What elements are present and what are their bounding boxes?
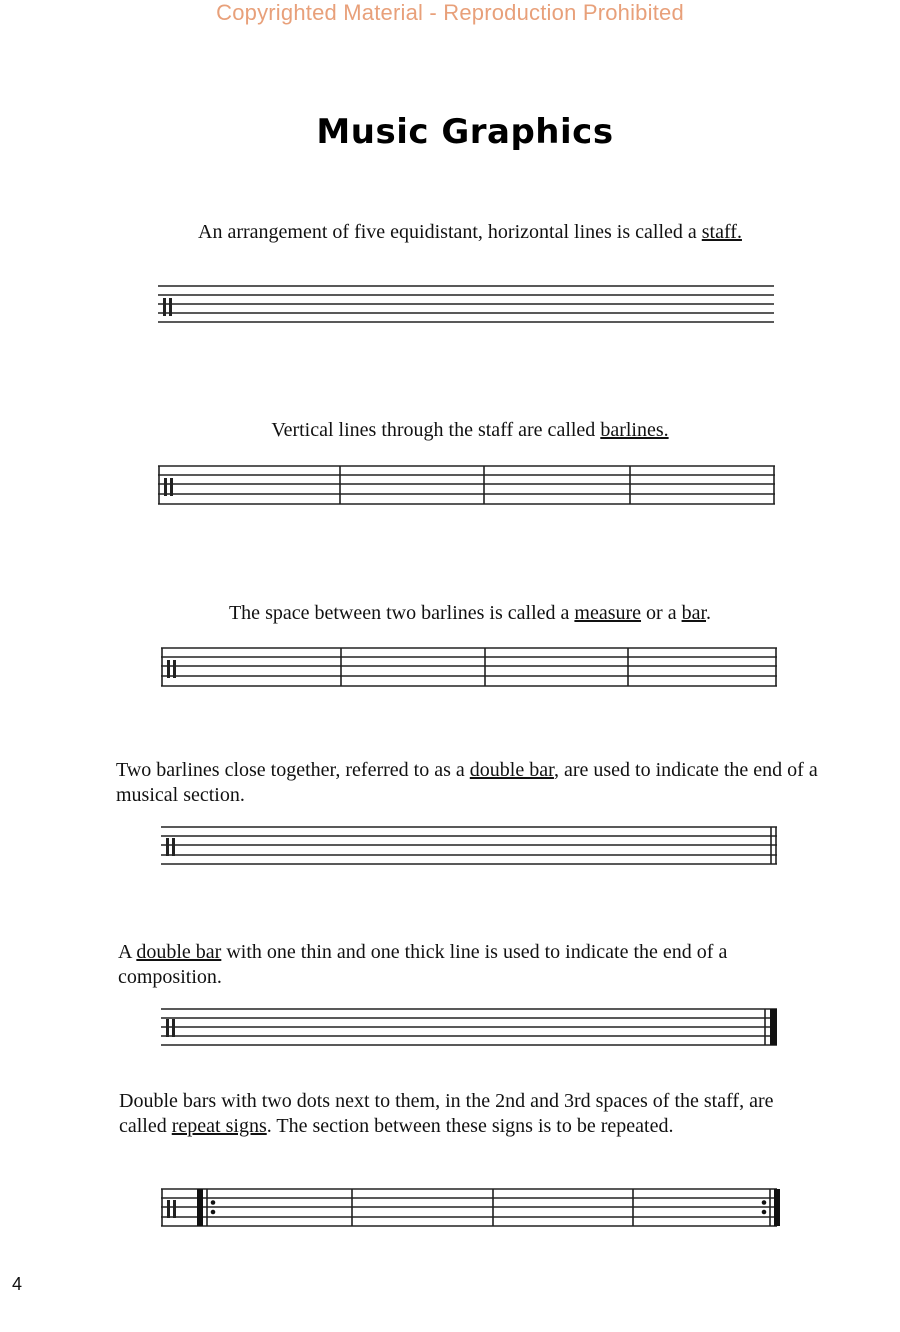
double-bar-definition: Two barlines close together, referred to as a double bar, are used to indicate the end of a musical section.	[116, 759, 818, 806]
term-measure: measure	[574, 602, 642, 624]
double-bar-staff-example	[161, 824, 781, 868]
measure-staff-example	[161, 646, 781, 690]
final-bar-definition: A double bar with one thin and one thick line is used to indicate the end of a composition.	[118, 941, 728, 988]
term-double-bar-final: double bar	[136, 941, 222, 963]
clef-mark	[166, 838, 175, 856]
page-number: 4	[12, 1274, 23, 1294]
copyright-watermark: Copyrighted Material - Reproduction Prohibited	[216, 0, 684, 25]
barline-staff-example	[158, 464, 778, 508]
repeat-signs-definition: Double bars with two dots next to them, in the 2nd and 3rd spaces of the staff, are called repeat signs. The section between these signs is to be repeated.	[119, 1090, 774, 1137]
staff-example	[158, 282, 776, 326]
barline-definition: Vertical lines through the staff are called barlines.	[271, 419, 669, 441]
term-bar: bar	[681, 602, 707, 624]
measure-definition: The space between two barlines is called a measure or a bar.	[228, 602, 712, 624]
page-title: Music Graphics	[316, 112, 614, 152]
clef-mark	[167, 1200, 176, 1218]
term-repeat-signs: repeat signs	[171, 1115, 267, 1137]
clef-mark	[166, 1019, 175, 1037]
repeat-signs-staff-example	[161, 1186, 783, 1230]
term-barlines: barlines.	[600, 419, 669, 441]
term-double-bar: double bar	[469, 759, 554, 781]
final-bar-staff-example	[161, 1006, 781, 1050]
staff-definition: An arrangement of five equidistant, horizontal lines is called a staff.	[198, 221, 742, 243]
term-staff: staff.	[701, 221, 742, 243]
